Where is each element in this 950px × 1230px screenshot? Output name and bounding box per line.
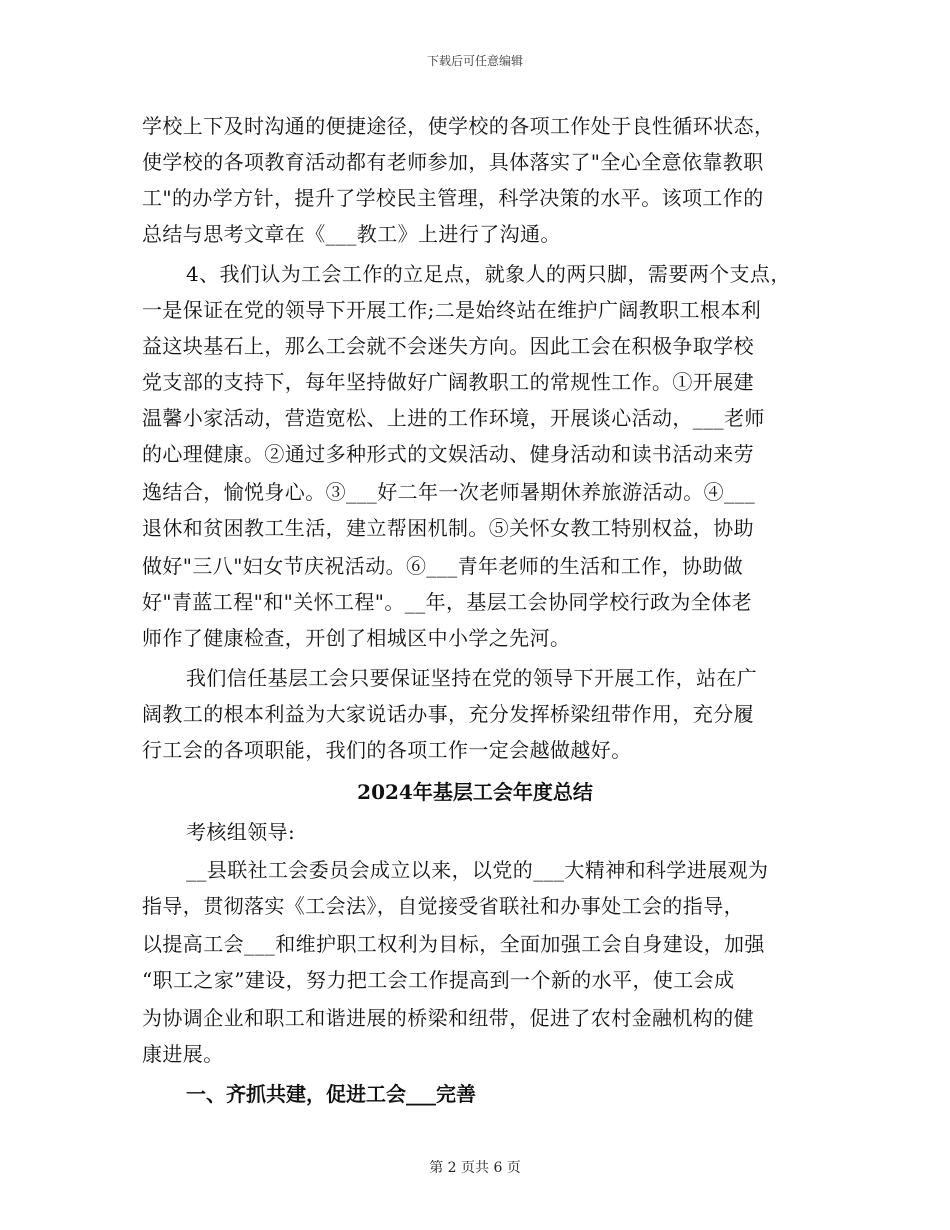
text-line: 为协调企业和职工和谐进展的桥梁和纽带，促进了农村金融机构的健 — [142, 1006, 754, 1030]
text-line: 退休和贫困教工生活，建立帮困机制。⑤关怀女教工特别权益，协助 — [142, 516, 754, 540]
text-line: 阔教工的根本利益为大家说话办事，充分发挥桥梁纽带作用，充分履 — [142, 702, 754, 726]
page-footer: 第 2 页共 6 页 — [429, 1160, 521, 1176]
text-line: 益这块基石上，那么工会就不会迷失方向。因此工会在积极争取学校 — [142, 334, 754, 358]
section-heading: 一、齐抓共建，促进工会___完善 — [186, 1082, 476, 1106]
text-line: 使学校的各项教育活动都有老师参加，具体落实了"全心全意依靠教职 — [142, 150, 764, 174]
text-line: 学校上下及时沟通的便捷途径，使学校的各项工作处于良性循环状态， — [142, 114, 775, 138]
text-line: 做好"三八"妇女节庆祝活动。⑥___青年老师的生活和工作，协助做 — [142, 554, 744, 578]
text-line: 指导，贯彻落实《工会法》，自觉接受省联社和办事处工会的指导， — [142, 894, 744, 918]
text-line: 考核组领导: — [186, 820, 296, 844]
text-line: 行工会的各项职能，我们的各项工作一定会越做越好。 — [142, 738, 632, 762]
text-line: “职工之家”建设，努力把工会工作提高到一个新的水平，使工会成 — [142, 968, 735, 992]
text-line: 4、我们认为工会工作的立足点，就象人的两只脚，需要两个支点， — [186, 262, 791, 286]
section-title: 2024年基层工会年度总结 — [357, 780, 593, 804]
text-line: 我们信任基层工会只要保证坚持在党的领导下开展工作，站在广 — [186, 666, 758, 690]
text-line: 工"的办学方针，提升了学校民主管理，科学决策的水平。该项工作的 — [142, 186, 764, 210]
text-line: 好"青蓝工程"和"关怀工程"。__年，基层工会协同学校行政为全体老 — [142, 590, 752, 614]
text-line: __县联社工会委员会成立以来，以党的___大精神和科学进展观为 — [186, 858, 769, 882]
page-header: 下载后可任意编辑 — [426, 54, 523, 68]
text-line: 一是保证在党的领导下开展工作;二是始终站在维护广阔教职工根本利 — [142, 298, 762, 322]
text-line: 党支部的支持下，每年坚持做好广阔教职工的常规性工作。①开展建 — [142, 370, 754, 394]
text-line: 的心理健康。②通过多种形式的文娱活动、健身活动和读书活动来劳 — [142, 442, 754, 466]
text-line: 以提高工会___和维护职工权利为目标，全面加强工会自身建设，加强 — [142, 932, 765, 956]
text-line: 温馨小家活动，营造宽松、上进的工作环境，开展谈心活动，___老师 — [142, 406, 765, 430]
text-line: 师作了健康检查，开创了相城区中小学之先河。 — [142, 626, 571, 650]
text-line: 总结与思考文章在《___教工》上进行了沟通。 — [142, 222, 561, 246]
text-line: 逸结合，愉悦身心。③___好二年一次老师暑期休养旅游活动。④___ — [142, 480, 756, 504]
text-line: 康进展。 — [142, 1042, 224, 1066]
